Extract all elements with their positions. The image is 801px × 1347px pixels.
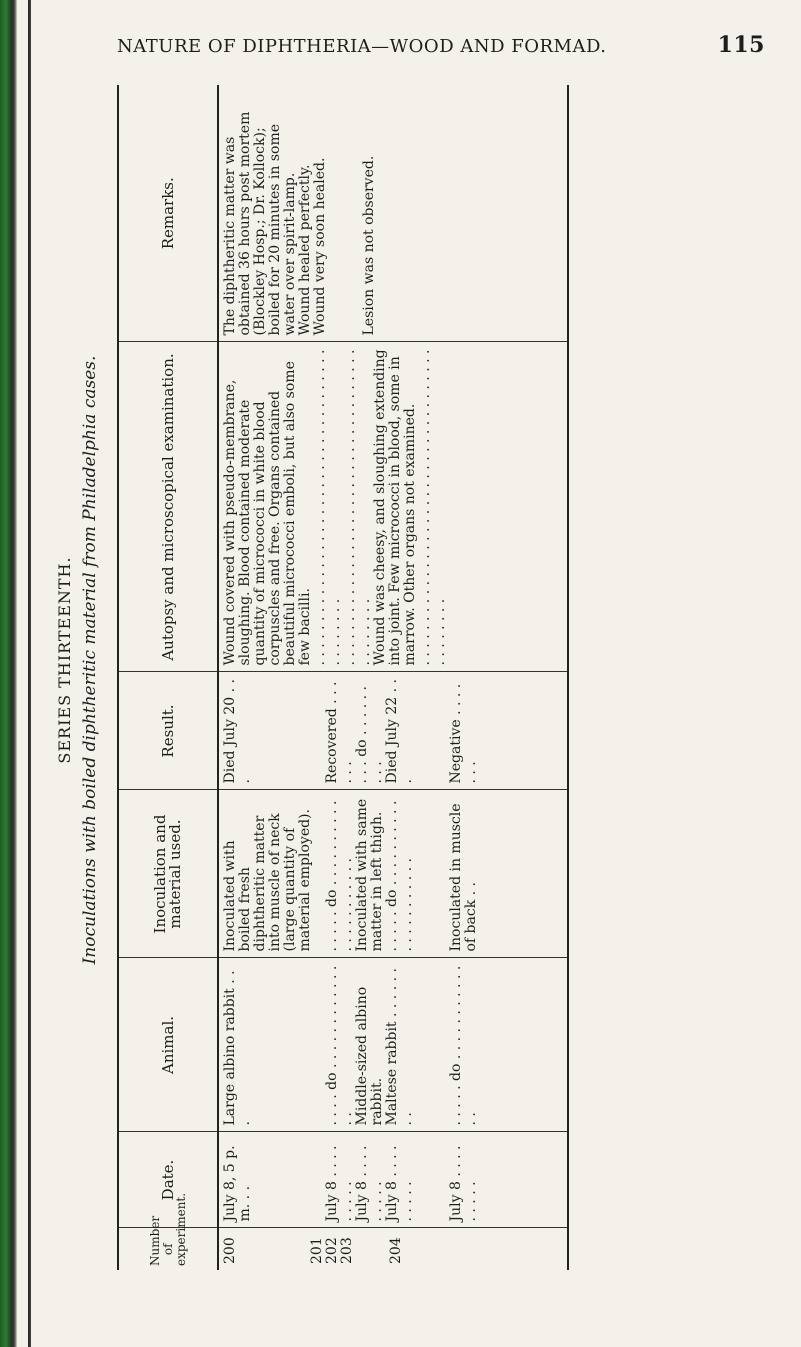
remark-entry: Wound healed perfectly. [297, 164, 313, 336]
header-result: Result. [118, 672, 218, 790]
autopsy-entry: Wound covered with pseudo-membrane, sloughing. Blood contained moderate quantity of micrococci in white blood corpuscles and free. Organs contained beautiful micrococci emboli, but also some few bacilli. [222, 361, 313, 666]
animal-entry: . . . . . do . . . . . . . . . . . . . [448, 965, 479, 1126]
column-remarks [218, 85, 568, 342]
inoculation-entry: . . . . . do . . . . . . . . . . . . . . . . . . . . . [384, 800, 415, 952]
autopsy-entry: . . . . . . . . . . . . . . . . . . . . . . . . . . . . . . . . . . . . . . . . . . . . [312, 349, 343, 666]
column-result [218, 672, 568, 790]
experiment-number: 202 [324, 1237, 340, 1264]
book-spine-edge [0, 0, 17, 1347]
autopsy-entry: . . . . . . . . . . . . . . . . . . . . . . . . . . . . . . . . . . . . . . . . . . . . [417, 349, 448, 666]
experiment-date: July 8 . . . . . . . . . [384, 1145, 415, 1222]
autopsy-entry: . . . . . . . . . . . . . . . . . . . . . . . . . . . . . . . . . . . . . . . . . . . . [342, 349, 373, 666]
page-number: 115 [717, 32, 765, 58]
header-remarks: Remarks. [118, 85, 218, 342]
header-autopsy: Autopsy and microscopical examination. [118, 342, 218, 672]
experiment-number: 200 [222, 1237, 238, 1264]
remark-entry: Lesion was not observed. [361, 155, 377, 336]
animal-entry: Maltese rabbit . . . . . . . . [384, 968, 415, 1126]
animal-entry: Middle-sized albino rabbit. [354, 986, 385, 1126]
running-head-title: NATURE OF DIPHTHERIA—WOOD AND FORMAD. [117, 36, 607, 57]
animal-entry: Large albino rabbit . . . [222, 970, 253, 1126]
rotated-table-page [25, 50, 795, 1270]
series-heading: SERIES THIRTEENTH. [55, 556, 74, 764]
result-entry: Died July 22 . . . [384, 679, 415, 784]
table-header-row [118, 85, 218, 1270]
header-inoculation: Inoculation and material used. [118, 790, 218, 958]
result-entry: Died July 20 . . . [222, 679, 253, 784]
result-entry: . . . do . . . . . . . . . [354, 686, 385, 784]
experiment-number: 201 [309, 1237, 325, 1264]
table-caption: Inoculations with boiled diphtheritic material from Philadelphia cases. [80, 355, 100, 965]
experiment-number: 203 [339, 1237, 355, 1264]
header-number: Number of experiment. [118, 1228, 218, 1270]
experiment-date: July 8 . . . . . . . . . [324, 1145, 355, 1222]
experiment-date: July 8 . . . . . . . . . [354, 1145, 385, 1222]
result-entry: Negative . . . . . . . [448, 683, 479, 784]
remark-entry: The diphtheritic matter was obtained 36 hours post mortem (Blockley Hosp.; Dr. Kollock); boiled for 20 minutes in some water over spirit-lamp. [222, 111, 298, 336]
result-entry: Recovered . . . . . . [324, 681, 355, 784]
table-body-row [218, 85, 568, 1270]
animal-entry: . . . . do . . . . . . . . . . . . . . [324, 965, 355, 1126]
header-date: Date. [118, 1132, 218, 1228]
column-inoculation [218, 790, 568, 958]
remark-entry: Wound very soon healed. [312, 157, 328, 336]
autopsy-entry: Wound was cheesy, and sloughing extending into joint. Few micrococci in blood, some in marrow. Other organs not examined. [372, 349, 418, 666]
inoculation-entry: Inoculated in muscle of back . . [448, 803, 479, 952]
inoculation-entry: Inoculated with boiled fresh diphtheritic matter into muscle of neck (large quantity of material employed). [222, 809, 313, 952]
inoculation-entry: . . . . . do . . . . . . . . . . . . . . . . . . . . . [324, 800, 355, 952]
column-animal [218, 958, 568, 1132]
header-animal: Animal. [118, 958, 218, 1132]
column-date [218, 1132, 568, 1228]
experiment-date: July 8 . . . . . . . . . [448, 1145, 479, 1222]
inoculation-table [117, 85, 569, 1270]
experiment-number: 204 [388, 1237, 404, 1264]
experiment-date: July 8, 5 p. m. . . [222, 1145, 253, 1222]
column-number [218, 1228, 568, 1270]
inoculation-entry: Inoculated with same matter in left thigh. [354, 798, 385, 952]
column-autopsy [218, 342, 568, 672]
